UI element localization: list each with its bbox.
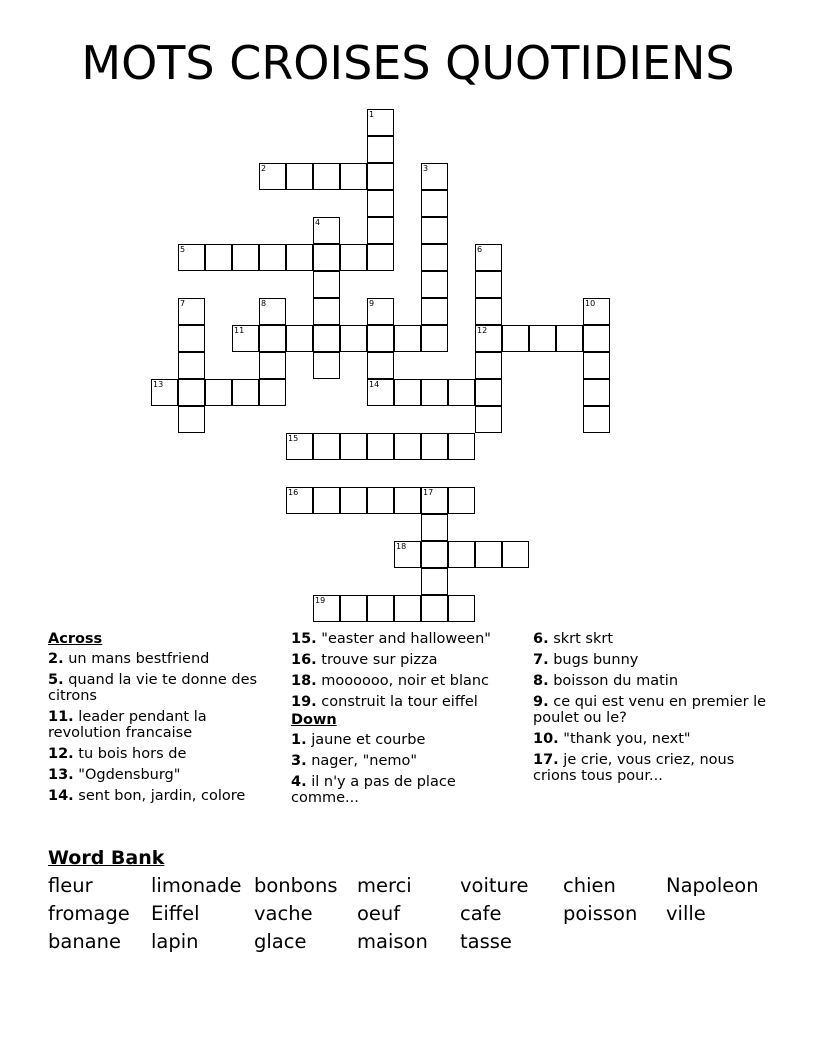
clue-num: 6. bbox=[533, 631, 549, 647]
clue-num: 9. bbox=[533, 694, 549, 710]
grid-cell[interactable] bbox=[340, 163, 367, 190]
clue-text: il n'y a pas de place comme... bbox=[291, 774, 456, 806]
grid-cell[interactable] bbox=[421, 487, 448, 514]
clue-number: 15 bbox=[288, 434, 299, 443]
clue-text: ce qui est venu en premier le poulet ou le? bbox=[533, 694, 767, 726]
clue-text: "easter and halloween" bbox=[316, 631, 491, 647]
grid-cell[interactable] bbox=[178, 244, 205, 271]
across-clue bbox=[48, 651, 278, 667]
grid-cell[interactable] bbox=[286, 325, 313, 352]
clue-num: 10. bbox=[533, 731, 559, 747]
grid-cell[interactable] bbox=[340, 433, 367, 460]
clue-number: 5 bbox=[180, 245, 186, 254]
grid-cell[interactable] bbox=[421, 379, 448, 406]
clue-text: quand la vie te donne des citrons bbox=[48, 672, 258, 704]
clue-num: 14. bbox=[48, 788, 74, 804]
grid-cell[interactable] bbox=[286, 433, 313, 460]
word-bank-word: vache bbox=[254, 902, 313, 925]
grid-cell[interactable] bbox=[259, 325, 286, 352]
grid-cell[interactable] bbox=[583, 406, 610, 433]
grid-cell[interactable] bbox=[286, 487, 313, 514]
grid-cell[interactable] bbox=[502, 541, 529, 568]
clue-number: 6 bbox=[477, 245, 483, 254]
grid-cell[interactable] bbox=[232, 379, 259, 406]
grid-cell[interactable] bbox=[313, 433, 340, 460]
grid-cell[interactable] bbox=[583, 325, 610, 352]
clue-text: jaune et courbe bbox=[306, 732, 426, 748]
grid-cell[interactable] bbox=[205, 379, 232, 406]
grid-cell[interactable] bbox=[367, 136, 394, 163]
across-header: Across bbox=[48, 631, 103, 647]
grid-cell[interactable] bbox=[421, 217, 448, 244]
grid-cell[interactable] bbox=[475, 541, 502, 568]
grid-cell[interactable] bbox=[583, 352, 610, 379]
grid-cell[interactable] bbox=[475, 379, 502, 406]
clue-number: 8 bbox=[261, 299, 267, 308]
grid-cell[interactable] bbox=[340, 595, 367, 622]
clue-num: 12. bbox=[48, 746, 74, 762]
down-clue bbox=[533, 694, 773, 726]
grid-cell[interactable] bbox=[583, 298, 610, 325]
grid-cell[interactable] bbox=[448, 541, 475, 568]
grid-cell[interactable] bbox=[313, 244, 340, 271]
grid-cell[interactable] bbox=[367, 217, 394, 244]
across-clue bbox=[48, 672, 278, 704]
grid-cell[interactable] bbox=[421, 325, 448, 352]
clue-num: 17. bbox=[533, 752, 559, 768]
grid-cell[interactable] bbox=[232, 325, 259, 352]
grid-cell[interactable] bbox=[475, 244, 502, 271]
grid-cell[interactable] bbox=[502, 325, 529, 352]
word-bank-word: tasse bbox=[460, 930, 512, 953]
down-clue bbox=[533, 731, 773, 747]
grid-cell[interactable] bbox=[259, 298, 286, 325]
grid-cell[interactable] bbox=[232, 244, 259, 271]
grid-cell[interactable] bbox=[259, 244, 286, 271]
clue-text: un mans bestfriend bbox=[63, 651, 210, 667]
grid-cell[interactable] bbox=[340, 244, 367, 271]
word-bank-word: chien bbox=[563, 874, 616, 897]
grid-cell[interactable] bbox=[313, 163, 340, 190]
grid-cell[interactable] bbox=[313, 325, 340, 352]
clue-number: 19 bbox=[315, 596, 326, 605]
clue-text: moooooo, noir et blanc bbox=[316, 673, 490, 689]
clue-number: 12 bbox=[477, 326, 488, 335]
word-bank-word: fromage bbox=[48, 902, 130, 925]
clue-num: 18. bbox=[291, 673, 317, 689]
clue-num: 4. bbox=[291, 774, 307, 790]
grid-cell[interactable] bbox=[421, 433, 448, 460]
grid-cell[interactable] bbox=[394, 487, 421, 514]
across-clue bbox=[291, 673, 526, 689]
clue-text: skrt skrt bbox=[548, 631, 614, 647]
word-bank-word: cafe bbox=[460, 902, 502, 925]
grid-cell[interactable] bbox=[286, 163, 313, 190]
grid-cell[interactable] bbox=[367, 433, 394, 460]
grid-cell[interactable] bbox=[313, 217, 340, 244]
grid-cell[interactable] bbox=[178, 379, 205, 406]
grid-cell[interactable] bbox=[367, 487, 394, 514]
grid-cell[interactable] bbox=[367, 298, 394, 325]
clue-text: boisson du matin bbox=[548, 673, 679, 689]
clue-number: 10 bbox=[585, 299, 596, 308]
grid-cell[interactable] bbox=[394, 595, 421, 622]
clue-num: 19. bbox=[291, 694, 317, 710]
clue-text: sent bon, jardin, colore bbox=[73, 788, 246, 804]
down-clue bbox=[291, 753, 526, 769]
grid-cell[interactable] bbox=[286, 244, 313, 271]
down-clue bbox=[533, 673, 773, 689]
clue-number: 2 bbox=[261, 164, 267, 173]
word-bank-word: bonbons bbox=[254, 874, 338, 897]
grid-cell[interactable] bbox=[367, 163, 394, 190]
grid-cell[interactable] bbox=[556, 325, 583, 352]
clue-num: 8. bbox=[533, 673, 549, 689]
grid-cell[interactable] bbox=[448, 595, 475, 622]
word-bank-word: limonade bbox=[151, 874, 242, 897]
grid-cell[interactable] bbox=[367, 595, 394, 622]
grid-cell[interactable] bbox=[394, 541, 421, 568]
across-clue bbox=[291, 652, 526, 668]
clue-number: 11 bbox=[234, 326, 245, 335]
clue-text: nager, "nemo" bbox=[306, 753, 418, 769]
grid-cell[interactable] bbox=[313, 271, 340, 298]
grid-cell[interactable] bbox=[421, 595, 448, 622]
clue-text: "thank you, next" bbox=[558, 731, 691, 747]
word-bank-word: maison bbox=[357, 930, 428, 953]
clue-number: 14 bbox=[369, 380, 380, 389]
grid-cell[interactable] bbox=[529, 325, 556, 352]
down-clue bbox=[291, 774, 526, 806]
grid-cell[interactable] bbox=[448, 379, 475, 406]
grid-cell[interactable] bbox=[448, 487, 475, 514]
grid-cell[interactable] bbox=[367, 325, 394, 352]
word-bank-word: Napoleon bbox=[666, 874, 759, 897]
clue-number: 3 bbox=[423, 164, 429, 173]
clue-num: 5. bbox=[48, 672, 64, 688]
clue-number: 13 bbox=[153, 380, 164, 389]
across-clue bbox=[48, 746, 278, 762]
clue-text: leader pendant la revolution francaise bbox=[48, 709, 207, 741]
grid-cell[interactable] bbox=[421, 514, 448, 541]
clues-column-2 bbox=[291, 631, 526, 811]
clue-num: 1. bbox=[291, 732, 307, 748]
down-clue bbox=[291, 732, 526, 748]
grid-cell[interactable] bbox=[367, 352, 394, 379]
clue-num: 7. bbox=[533, 652, 549, 668]
clues-column-3 bbox=[533, 631, 773, 789]
grid-cell[interactable] bbox=[313, 352, 340, 379]
grid-cell[interactable] bbox=[475, 298, 502, 325]
grid-cell[interactable] bbox=[259, 163, 286, 190]
grid-cell[interactable] bbox=[367, 190, 394, 217]
grid-cell[interactable] bbox=[421, 190, 448, 217]
grid-cell[interactable] bbox=[313, 487, 340, 514]
grid-cell[interactable] bbox=[583, 379, 610, 406]
grid-cell[interactable] bbox=[394, 433, 421, 460]
grid-cell[interactable] bbox=[475, 325, 502, 352]
across-clue bbox=[48, 767, 278, 783]
down-clue bbox=[533, 752, 773, 784]
clue-number: 17 bbox=[423, 488, 434, 497]
word-bank-word: poisson bbox=[563, 902, 638, 925]
clue-number: 1 bbox=[369, 110, 375, 119]
grid-cell[interactable] bbox=[178, 352, 205, 379]
down-clue bbox=[533, 631, 773, 647]
down-header: Down bbox=[291, 712, 337, 728]
word-bank-word: ville bbox=[666, 902, 706, 925]
grid-cell[interactable] bbox=[421, 244, 448, 271]
grid-cell[interactable] bbox=[259, 352, 286, 379]
across-clue bbox=[48, 788, 278, 804]
grid-cell[interactable] bbox=[313, 298, 340, 325]
word-bank-word: oeuf bbox=[357, 902, 401, 925]
grid-cell[interactable] bbox=[421, 541, 448, 568]
grid-cell[interactable] bbox=[448, 433, 475, 460]
grid-cell[interactable] bbox=[475, 271, 502, 298]
grid-cell[interactable] bbox=[394, 379, 421, 406]
clue-num: 15. bbox=[291, 631, 317, 647]
grid-cell[interactable] bbox=[340, 325, 367, 352]
grid-cell[interactable] bbox=[421, 271, 448, 298]
clue-num: 16. bbox=[291, 652, 317, 668]
clue-number: 16 bbox=[288, 488, 299, 497]
clue-number: 9 bbox=[369, 299, 375, 308]
grid-cell[interactable] bbox=[178, 298, 205, 325]
word-bank-word: Eiffel bbox=[151, 902, 200, 925]
down-clue bbox=[533, 652, 773, 668]
grid-cell[interactable] bbox=[340, 487, 367, 514]
across-clue bbox=[291, 631, 526, 647]
clue-text: bugs bunny bbox=[548, 652, 639, 668]
grid-cell[interactable] bbox=[151, 379, 178, 406]
clue-num: 13. bbox=[48, 767, 74, 783]
across-clue bbox=[291, 694, 526, 710]
word-bank-title: Word Bank bbox=[48, 847, 165, 869]
grid-cell[interactable] bbox=[394, 325, 421, 352]
grid-cell[interactable] bbox=[205, 244, 232, 271]
grid-cell[interactable] bbox=[421, 568, 448, 595]
clue-text: tu bois hors de bbox=[73, 746, 187, 762]
grid-cell[interactable] bbox=[475, 406, 502, 433]
word-bank-word: merci bbox=[357, 874, 412, 897]
grid-cell[interactable] bbox=[313, 595, 340, 622]
clue-text: trouve sur pizza bbox=[316, 652, 438, 668]
page-title: MOTS CROISES QUOTIDIENS bbox=[81, 36, 735, 90]
grid-cell[interactable] bbox=[178, 406, 205, 433]
across-clue bbox=[48, 709, 278, 741]
word-bank-word: voiture bbox=[460, 874, 529, 897]
grid-cell[interactable] bbox=[367, 379, 394, 406]
clue-text: je crie, vous criez, nous crions tous pour... bbox=[533, 752, 735, 784]
clue-num: 3. bbox=[291, 753, 307, 769]
grid-cell[interactable] bbox=[178, 325, 205, 352]
grid-cell[interactable] bbox=[367, 244, 394, 271]
word-bank-word: lapin bbox=[151, 930, 199, 953]
word-bank-word: banane bbox=[48, 930, 121, 953]
grid-cell[interactable] bbox=[367, 109, 394, 136]
clue-number: 4 bbox=[315, 218, 321, 227]
clue-num: 2. bbox=[48, 651, 64, 667]
word-bank-word: glace bbox=[254, 930, 307, 953]
clue-number: 18 bbox=[396, 542, 407, 551]
grid-cell[interactable] bbox=[421, 298, 448, 325]
grid-cell[interactable] bbox=[421, 163, 448, 190]
grid-cell[interactable] bbox=[259, 379, 286, 406]
clue-num: 11. bbox=[48, 709, 74, 725]
clue-number: 7 bbox=[180, 299, 186, 308]
clue-text: construit la tour eiffel bbox=[316, 694, 478, 710]
clues-column-1 bbox=[48, 631, 278, 809]
clue-text: "Ogdensburg" bbox=[73, 767, 181, 783]
grid-cell[interactable] bbox=[475, 352, 502, 379]
word-bank-word: fleur bbox=[48, 874, 93, 897]
